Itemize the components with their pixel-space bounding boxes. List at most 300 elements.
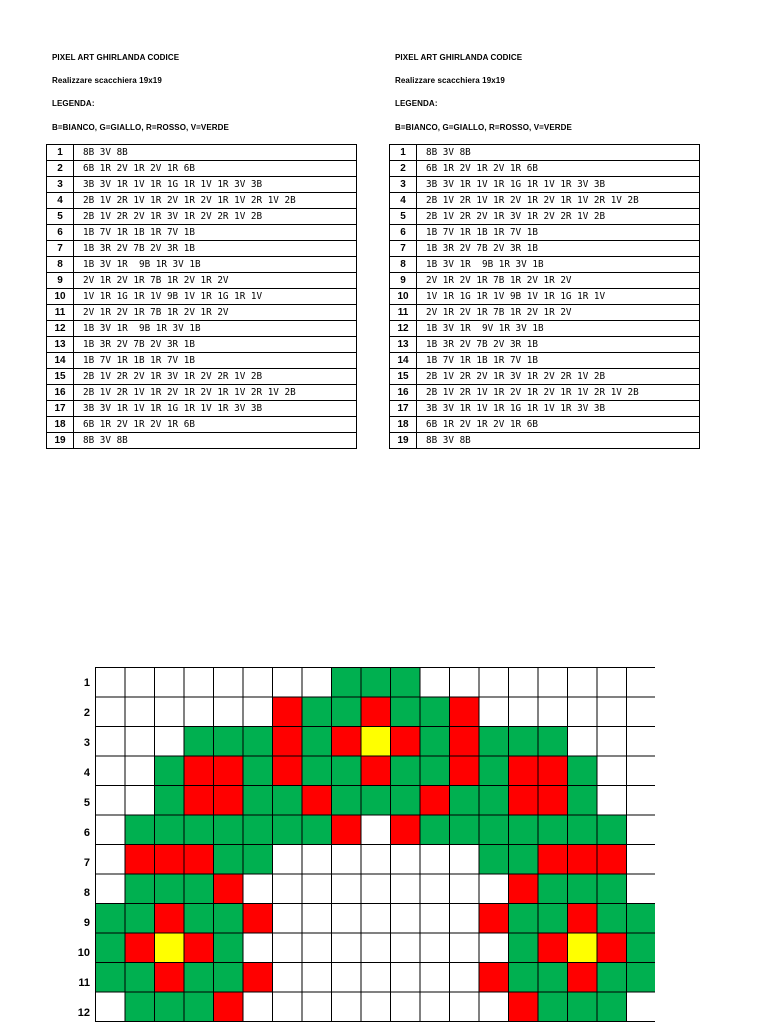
row-code: 2B 1V 2R 2V 1R 3V 1R 2V 2R 1V 2B [74,209,357,225]
grid-cell [155,874,185,904]
row-code: 2B 1V 2R 2V 1R 3V 1R 2V 2R 1V 2B [417,369,700,385]
grid-cell [214,756,244,786]
grid-cell [155,815,185,845]
grid-cell [96,727,126,757]
grid-cell [273,756,303,786]
row-code: 1B 3V 1R 9B 1R 3V 1B [74,321,357,337]
grid-cell [627,933,656,963]
code-row [47,337,357,353]
grid-cell [597,815,627,845]
grid-cell [568,992,598,1022]
grid-cell [155,727,185,757]
row-number: 5 [390,209,417,225]
row-code: 6B 1R 2V 1R 2V 1R 6B [417,417,700,433]
grid-cell [214,786,244,816]
row-code: 1B 7V 1R 1B 1R 7V 1B [74,353,357,369]
worksheet-instruction: Realizzare scacchiera 19x19 [395,76,505,85]
grid-cell [568,815,598,845]
code-row [390,369,700,385]
row-code: 1V 1R 1G 1R 1V 9B 1V 1R 1G 1R 1V [417,289,700,305]
grid-cell [420,992,450,1022]
code-row [47,433,357,449]
grid-cell [125,756,155,786]
grid-cell [391,815,421,845]
grid-cell [184,904,214,934]
grid-cell [243,933,273,963]
row-number: 13 [390,337,417,353]
grid-cell [627,963,656,993]
row-number: 18 [390,417,417,433]
grid-cell [391,697,421,727]
grid-cell [450,727,480,757]
grid-cell [538,697,568,727]
grid-cell [155,933,185,963]
grid-cell [273,727,303,757]
row-number: 11 [390,305,417,321]
grid-cell [155,963,185,993]
grid-cell [243,756,273,786]
row-code: 1B 3R 2V 7B 2V 3R 1B [417,337,700,353]
grid-cell [509,786,539,816]
grid-cell [391,992,421,1022]
grid-cell [450,874,480,904]
row-number: 1 [390,145,417,161]
grid-cell [155,904,185,934]
row-number: 6 [47,225,74,241]
grid-cell [184,815,214,845]
grid-cell [125,786,155,816]
grid-cell [568,756,598,786]
grid-cell [243,727,273,757]
grid-cell [420,815,450,845]
code-row [47,161,357,177]
row-number: 15 [390,369,417,385]
grid-cell [302,904,332,934]
code-row [47,145,357,161]
code-row [390,257,700,273]
grid-cell [597,697,627,727]
grid-cell [538,668,568,698]
grid-cell [332,933,362,963]
row-code: 1B 3V 1R 9B 1R 3V 1B [74,257,357,273]
grid-cell [96,874,126,904]
grid-cell [214,668,244,698]
grid-cell [125,963,155,993]
row-code: 2B 1V 2R 1V 1R 2V 1R 2V 1R 1V 2R 1V 2B [74,193,357,209]
grid-cell [273,845,303,875]
code-row [390,321,700,337]
row-code: 1B 3R 2V 7B 2V 3R 1B [74,241,357,257]
grid-cell [332,874,362,904]
code-row [390,401,700,417]
code-row [390,193,700,209]
row-number: 17 [390,401,417,417]
grid-cell [479,786,509,816]
row-number: 7 [47,241,74,257]
row-code: 2B 1V 2R 1V 1R 2V 1R 2V 1R 1V 2R 1V 2B [417,385,700,401]
row-code: 1V 1R 1G 1R 1V 9B 1V 1R 1G 1R 1V [74,289,357,305]
grid-cell [273,963,303,993]
code-row [47,305,357,321]
grid-cell [96,904,126,934]
grid-cell [96,963,126,993]
row-number: 3 [390,177,417,193]
code-row [47,177,357,193]
grid-cell [184,756,214,786]
grid-row-label: 6 [83,827,90,839]
code-row [390,225,700,241]
grid-cell [391,668,421,698]
grid-cell [302,845,332,875]
grid-cell [332,668,362,698]
grid-cell [420,904,450,934]
grid-cell [538,727,568,757]
row-number: 8 [390,257,417,273]
grid-cell [361,756,391,786]
row-code: 8B 3V 8B [417,433,700,449]
code-row [47,225,357,241]
grid-row-label: 9 [83,917,90,929]
grid-cell [332,697,362,727]
grid-cell [538,904,568,934]
row-code: 2B 1V 2R 1V 1R 2V 1R 2V 1R 1V 2R 1V 2B [417,193,700,209]
grid-cell [302,992,332,1022]
code-row [390,241,700,257]
grid-cell [361,963,391,993]
grid-cell [479,668,509,698]
grid-row-label: 11 [78,977,90,989]
grid-cell [597,756,627,786]
grid-cell [420,727,450,757]
grid-cell [184,786,214,816]
grid-row-label: 10 [77,947,90,959]
grid-cell [184,668,214,698]
row-code: 2B 1V 2R 2V 1R 3V 1R 2V 2R 1V 2B [74,369,357,385]
grid-cell [361,904,391,934]
grid-cell [125,874,155,904]
grid-cell [568,668,598,698]
grid-cell [302,786,332,816]
row-number: 2 [47,161,74,177]
grid-cell [96,815,126,845]
grid-cell [243,963,273,993]
code-row [390,353,700,369]
grid-cell [479,963,509,993]
code-row [47,401,357,417]
row-number: 14 [47,353,74,369]
grid-cell [597,845,627,875]
grid-cell [214,727,244,757]
grid-cell [627,697,656,727]
grid-cell [568,963,598,993]
grid-row-label: 3 [83,737,90,749]
row-code: 3B 3V 1R 1V 1R 1G 1R 1V 1R 3V 3B [417,401,700,417]
grid-cell [214,815,244,845]
grid-cell [479,874,509,904]
grid-cell [96,756,126,786]
row-number: 12 [390,321,417,337]
grid-cell [214,697,244,727]
grid-cell [332,756,362,786]
row-code: 2V 1R 2V 1R 7B 1R 2V 1R 2V [417,273,700,289]
code-row [47,289,357,305]
grid-cell [450,756,480,786]
row-number: 10 [390,289,417,305]
grid-cell [509,992,539,1022]
grid-cell [125,668,155,698]
code-table [389,144,700,449]
grid-cell [420,756,450,786]
grid-cell [538,756,568,786]
grid-cell [450,697,480,727]
grid-cell [184,874,214,904]
grid-cell [273,815,303,845]
row-code: 3B 3V 1R 1V 1R 1G 1R 1V 1R 3V 3B [74,401,357,417]
grid-cell [273,992,303,1022]
row-number: 13 [47,337,74,353]
grid-cell [243,815,273,845]
code-row [390,273,700,289]
grid-cell [597,992,627,1022]
grid-cell [597,727,627,757]
row-number: 17 [47,401,74,417]
grid-row-label: 1 [83,677,90,689]
row-number: 9 [47,273,74,289]
grid-cell [627,904,656,934]
grid-cell [155,992,185,1022]
legend-text: B=BIANCO, G=GIALLO, R=ROSSO, V=VERDE [52,123,229,132]
grid-cell [391,786,421,816]
row-code: 8B 3V 8B [74,433,357,449]
grid-cell [509,727,539,757]
grid-cell [96,668,126,698]
grid-cell [125,904,155,934]
code-row [390,433,700,449]
code-row [47,257,357,273]
grid-cell [273,874,303,904]
row-number: 4 [47,193,74,209]
grid-cell [332,845,362,875]
worksheet-title: PIXEL ART GHIRLANDA CODICE [395,53,523,62]
row-number: 19 [47,433,74,449]
code-row [47,209,357,225]
grid-cell [538,992,568,1022]
grid-cell [361,874,391,904]
grid-cell [125,815,155,845]
grid-cell [627,786,656,816]
code-row [47,321,357,337]
grid-cell [184,992,214,1022]
grid-cell [125,845,155,875]
legend-text: B=BIANCO, G=GIALLO, R=ROSSO, V=VERDE [395,123,572,132]
row-code: 6B 1R 2V 1R 2V 1R 6B [74,417,357,433]
grid-cell [391,727,421,757]
grid-cell [627,845,656,875]
grid-cell [597,874,627,904]
grid-cell [627,874,656,904]
row-number: 7 [390,241,417,257]
grid-cell [214,963,244,993]
code-row [47,369,357,385]
grid-row-labels [60,668,90,1028]
grid-cell [420,786,450,816]
row-number: 3 [47,177,74,193]
grid-cell [509,815,539,845]
grid-row-label: 5 [83,797,90,809]
row-code: 8B 3V 8B [74,145,357,161]
grid-cell [332,727,362,757]
row-number: 10 [47,289,74,305]
grid-cell [243,697,273,727]
grid-cell [479,727,509,757]
grid-cell [302,727,332,757]
grid-cell [214,874,244,904]
code-row [390,385,700,401]
row-code: 1B 7V 1R 1B 1R 7V 1B [417,353,700,369]
grid-cell [509,668,539,698]
grid-cell [538,815,568,845]
row-code: 2B 1V 2R 2V 1R 3V 1R 2V 2R 1V 2B [417,209,700,225]
legend-label: LEGENDA: [52,99,95,108]
grid-row-label: 4 [83,767,90,779]
grid-cell [597,933,627,963]
grid-cell [302,668,332,698]
grid-cell [184,697,214,727]
grid-cell [332,786,362,816]
grid-cell [155,756,185,786]
grid-cell [243,786,273,816]
code-row [390,161,700,177]
row-code: 3B 3V 1R 1V 1R 1G 1R 1V 1R 3V 3B [74,177,357,193]
grid-cell [302,756,332,786]
code-row [47,385,357,401]
code-row [47,273,357,289]
grid-cell [96,933,126,963]
grid-cell [509,874,539,904]
grid-cell [568,845,598,875]
grid-cell [273,904,303,934]
grid-cell [273,933,303,963]
code-row [47,241,357,257]
grid-cell [302,963,332,993]
grid-cell [96,992,126,1022]
grid-cell [420,697,450,727]
row-code: 8B 3V 8B [417,145,700,161]
grid-row-label: 2 [83,707,90,719]
grid-cell [243,845,273,875]
grid-cell [391,963,421,993]
grid-cell [302,874,332,904]
code-row [390,289,700,305]
row-number: 6 [390,225,417,241]
row-code: 1B 7V 1R 1B 1R 7V 1B [74,225,357,241]
code-row [390,417,700,433]
grid-cell [479,815,509,845]
grid-cell [509,845,539,875]
grid-cell [332,904,362,934]
code-table [46,144,357,449]
grid-cell [361,727,391,757]
grid-cell [243,874,273,904]
code-row [47,193,357,209]
code-row [390,305,700,321]
grid-cell [597,786,627,816]
worksheet-title: PIXEL ART GHIRLANDA CODICE [52,53,180,62]
grid-cell [568,904,598,934]
grid-cell [302,933,332,963]
legend-label: LEGENDA: [395,99,438,108]
row-code: 2B 1V 2R 1V 1R 2V 1R 2V 1R 1V 2R 1V 2B [74,385,357,401]
row-code: 1B 3R 2V 7B 2V 3R 1B [74,337,357,353]
grid-cell [125,727,155,757]
row-number: 19 [390,433,417,449]
grid-cell [479,697,509,727]
grid-cell [450,815,480,845]
row-number: 1 [47,145,74,161]
row-code: 6B 1R 2V 1R 2V 1R 6B [74,161,357,177]
grid-cell [361,697,391,727]
grid-cell [214,904,244,934]
row-number: 12 [47,321,74,337]
grid-cell [243,904,273,934]
grid-cell [332,963,362,993]
grid-cell [243,668,273,698]
row-number: 11 [47,305,74,321]
grid-cell [597,963,627,993]
grid-cell [509,963,539,993]
grid-cell [538,963,568,993]
worksheet-instruction: Realizzare scacchiera 19x19 [52,76,162,85]
grid-cell [479,756,509,786]
row-code: 3B 3V 1R 1V 1R 1G 1R 1V 1R 3V 3B [417,177,700,193]
grid-cell [420,874,450,904]
grid-cell [391,904,421,934]
grid-cell [538,933,568,963]
grid-cell [391,845,421,875]
row-number: 15 [47,369,74,385]
row-code: 1B 7V 1R 1B 1R 7V 1B [417,225,700,241]
grid-cell [125,933,155,963]
row-number: 14 [390,353,417,369]
grid-cell [391,933,421,963]
grid-cell [450,668,480,698]
row-code: 1B 3V 1R 9V 1R 3V 1B [417,321,700,337]
grid-cell [509,697,539,727]
grid-row-label: 7 [83,857,90,869]
code-row [47,353,357,369]
grid-cell [302,697,332,727]
grid-cell [243,992,273,1022]
row-code: 1B 3R 2V 7B 2V 3R 1B [417,241,700,257]
grid-cell [450,992,480,1022]
row-code: 2V 1R 2V 1R 7B 1R 2V 1R 2V [74,305,357,321]
grid-cell [420,933,450,963]
row-number: 18 [47,417,74,433]
code-row [390,177,700,193]
grid-cell [568,697,598,727]
grid-cell [450,845,480,875]
grid-cell [184,933,214,963]
grid-cell [479,845,509,875]
grid-cell [509,756,539,786]
grid-cell [479,992,509,1022]
grid-cell [568,874,598,904]
grid-cell [214,992,244,1022]
grid-cell [361,668,391,698]
grid-cell [597,668,627,698]
grid-cell [420,963,450,993]
grid-row-label: 12 [77,1007,90,1019]
